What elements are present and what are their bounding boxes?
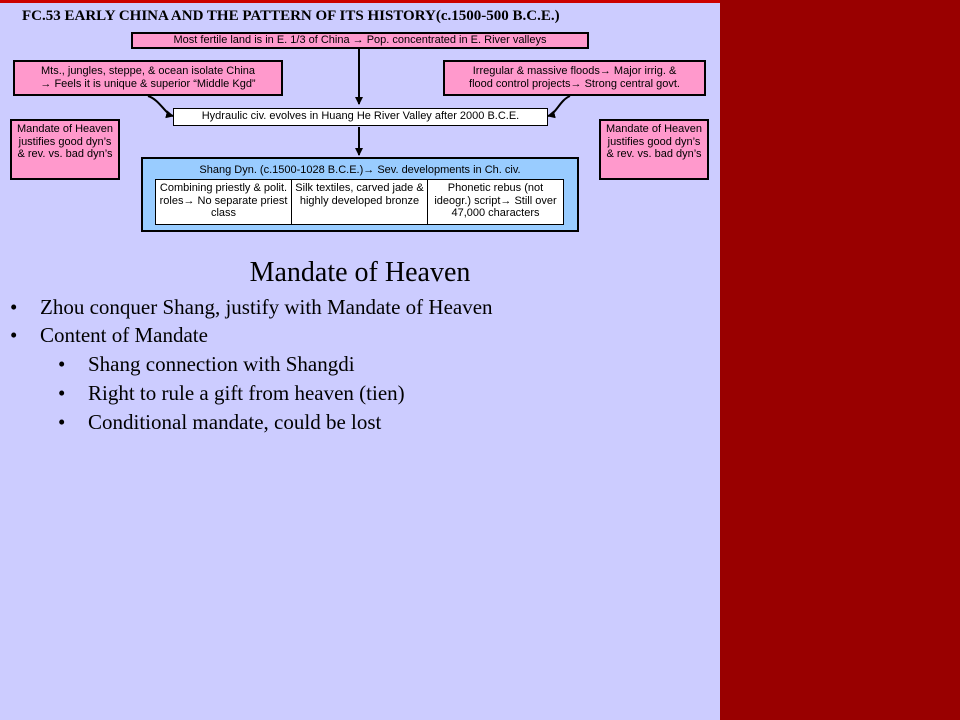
hydraulic-civ-box [173,108,548,126]
isolation-line-1: Mts., jungles, steppe, & ocean isolate China [40,65,255,77]
mandate-right-text: Mandate of Heaven justifies good dyn’s & rev. vs. bad dyn’s [605,123,702,160]
arrow-left-to-center [148,96,173,116]
sub-bullet-marker: • [58,352,66,376]
isolation-box [13,60,283,96]
shang-item-priestly-text: Combining priestly & polit. roles→ No separate priest class [159,182,288,219]
sub-bullet-marker: • [58,410,66,434]
shang-item-priestly [155,179,292,225]
slide-title: FC.53 EARLY CHINA AND THE PATTERN OF ITS HISTORY(c.1500-500 B.C.E.) [22,8,560,24]
top-fertile-land-box [131,32,589,49]
shang-item-silk-text: Silk textiles, carved jade & highly developed bronze [295,182,424,207]
shang-dynasty-box [141,157,579,232]
floods-line-1: Irregular & massive floods→ Major irrig. & [472,65,677,77]
shang-item-script-text: Phonetic rebus (not ideogr.) script→ Still over 47,000 characters [434,182,557,219]
mandate-box-left [10,119,120,180]
mandate-left-text: Mandate of Heaven justifies good dyn’s & rev. vs. bad dyn’s [16,123,113,160]
mandate-box-right [599,119,709,180]
bullet-item: Content of Mandate [40,323,208,347]
floods-line-2: flood control projects→ Strong central govt. [469,77,680,90]
bullet-item: Zhou conquer Shang, justify with Mandate of Heaven [40,295,493,319]
shang-item-script [427,179,564,225]
arrow-right-to-center [548,96,570,116]
isolation-line-2: → Feels it is unique & superior “Middle Kgd” [40,77,256,90]
shang-dynasty-title: Shang Dyn. (c.1500-1028 B.C.E.)→ Sev. developments in Ch. civ. [199,164,521,176]
bullet-marker: • [10,323,18,347]
hydraulic-civ-text: Hydraulic civ. evolves in Huang He River Valley after 2000 B.C.E. [201,110,520,122]
shang-item-silk [291,179,428,225]
sub-bullet-item: Right to rule a gift from heaven (tien) [88,381,405,405]
content-heading: Mandate of Heaven [249,257,471,288]
floods-box [443,60,706,96]
sub-bullet-item: Shang connection with Shangdi [88,352,355,376]
bullet-marker: • [10,295,18,319]
sub-bullet-item: Conditional mandate, could be lost [88,410,382,434]
sub-bullet-marker: • [58,381,66,405]
top-fertile-land-text: Most fertile land is in E. 1/3 of China → Pop. concentrated in E. River valleys [173,34,547,46]
